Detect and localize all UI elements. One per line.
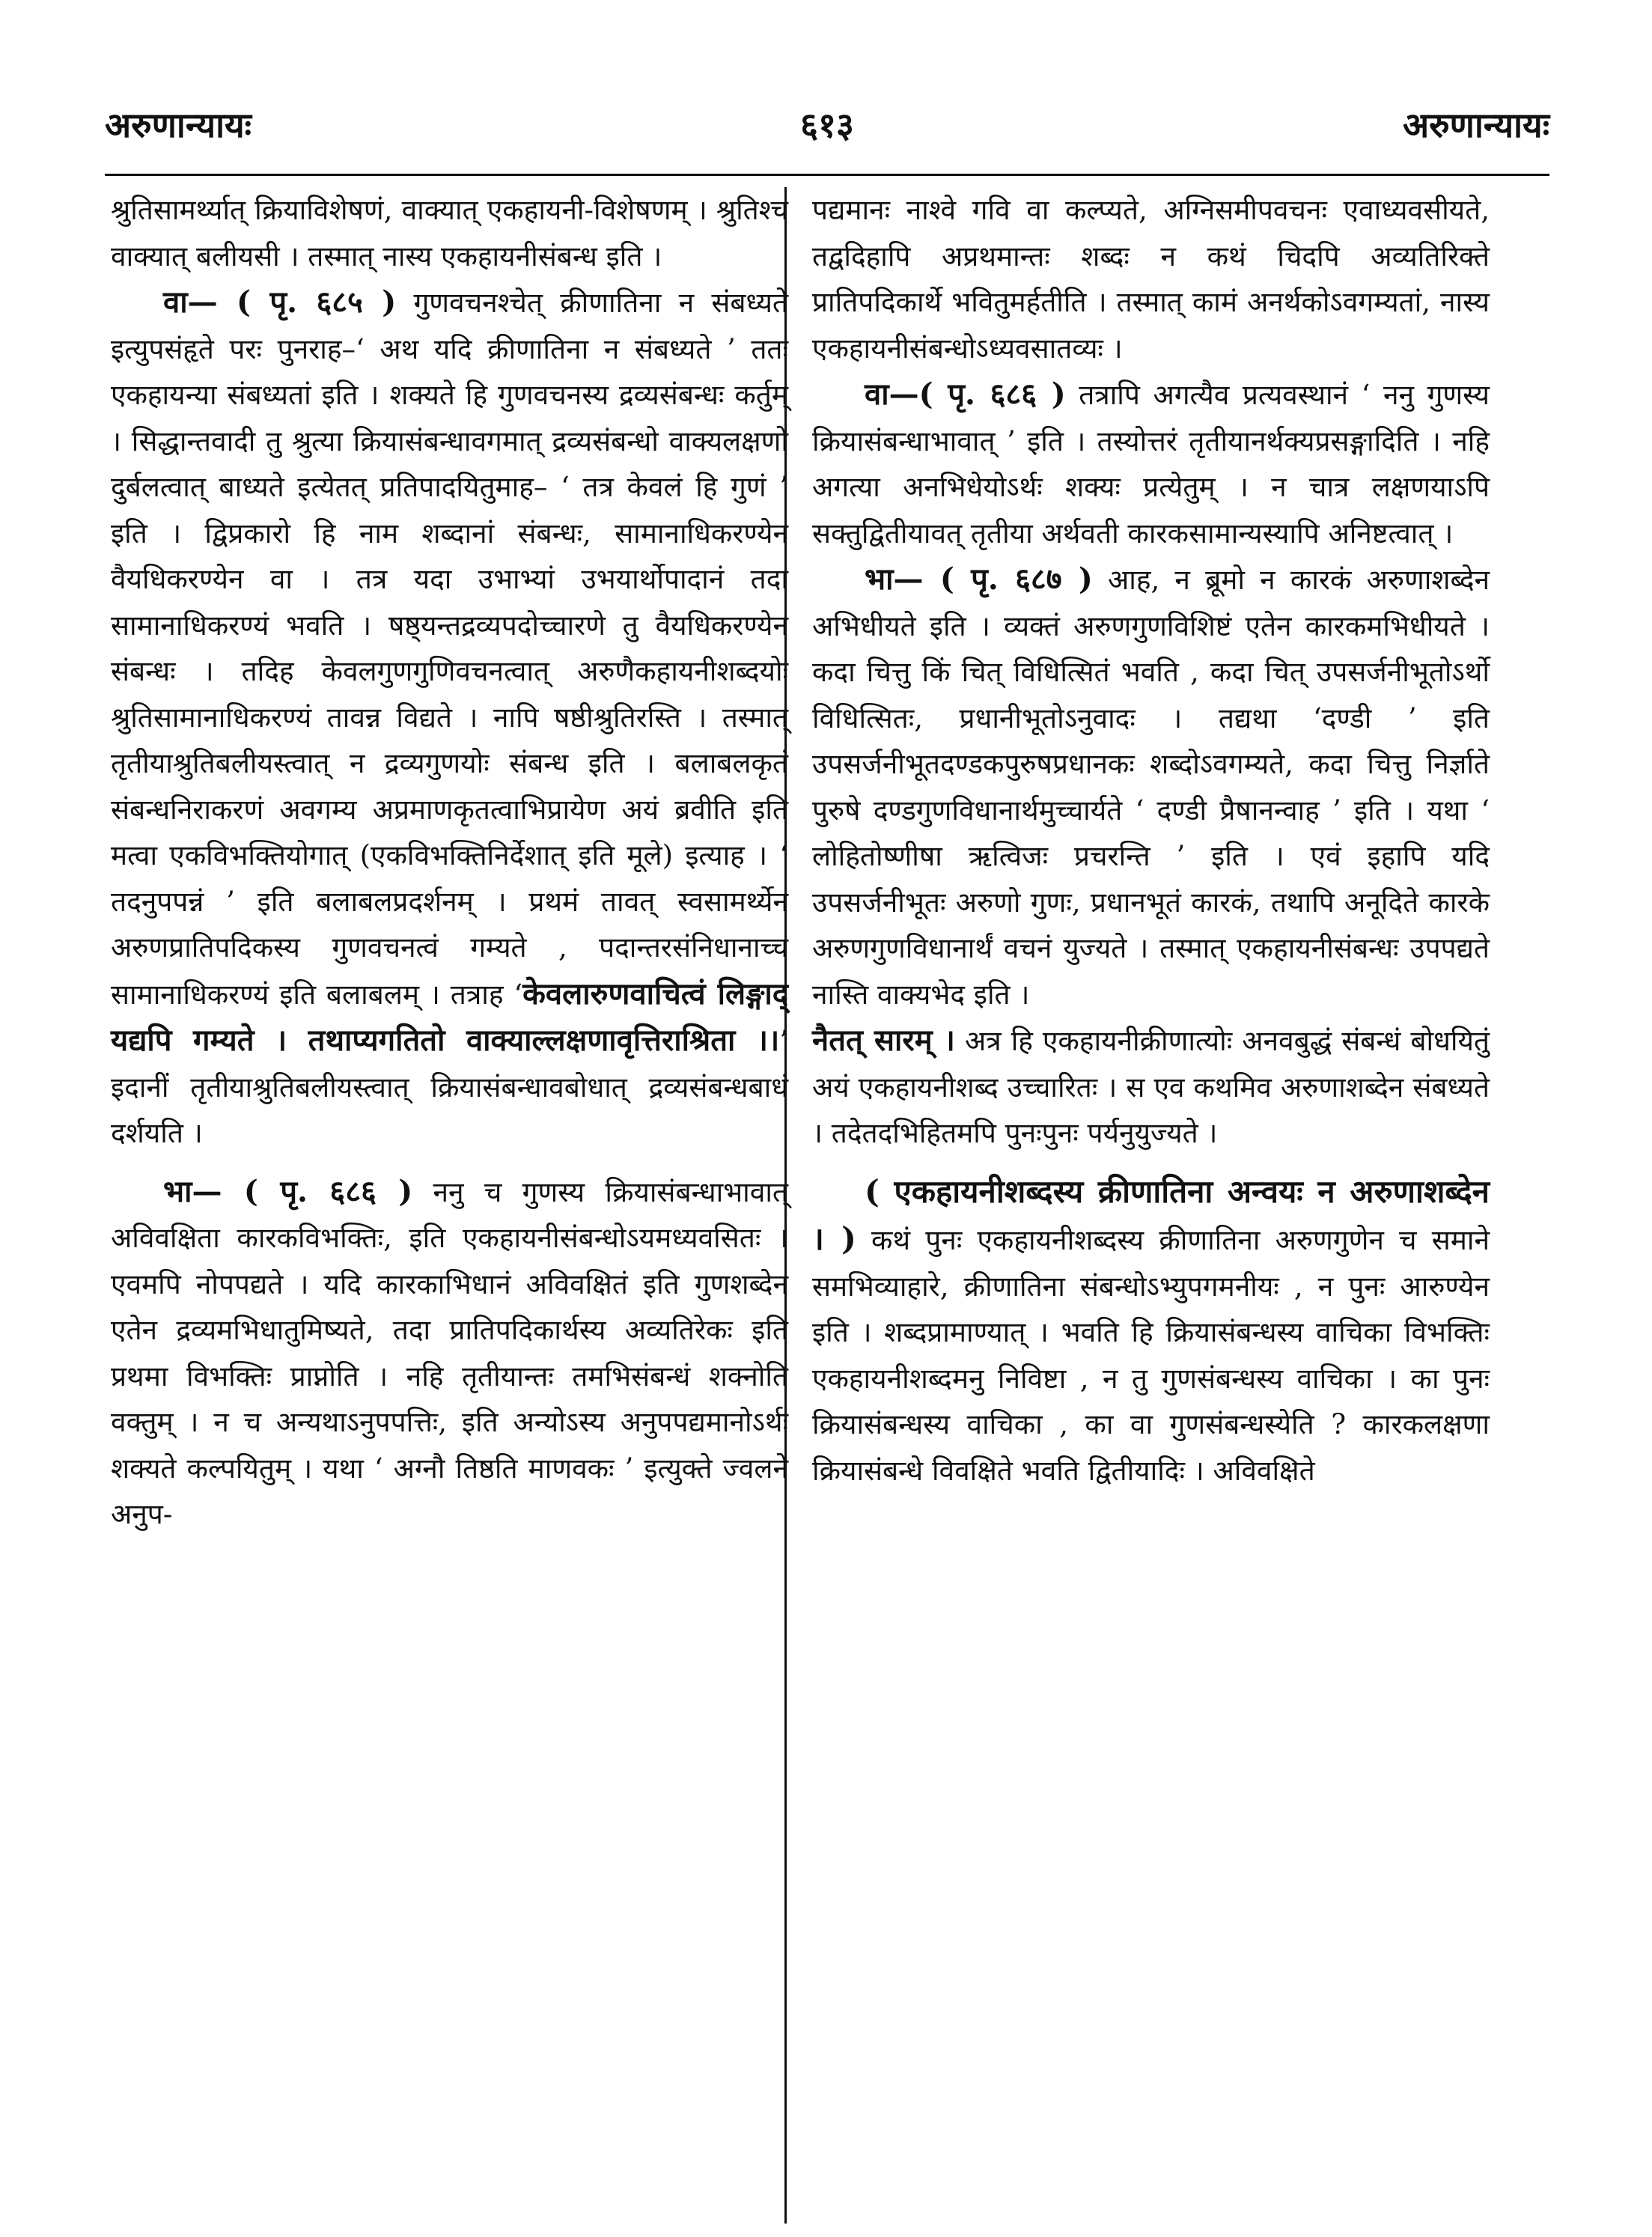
right-paragraph-2 [812, 371, 1490, 556]
right-paragraph-3-text: आह, न ब्रूमो न कारकं अरुणाशब्देन अभिधीयते इति । व्यक्तं अरुणगुणविशिष्टं एतेन कारकमभिधीयते । कदा चित्तु किं चित् विधित्सितं भवति , कदा चित् उपसर्जनीभूतोऽर्थो विधित्सितः, प्रधानीभूतोऽनुवादः । तद्यथा ‘दण्डी ’ इति उपसर्जनीभूतदण्डकपुरुषप्रधानकः शब्दोऽवगम्यते, कदा चित्तु निर्ज्ञाते पुरुषे दण्डगुणविधानार्थमुच्चार्यते ‘ दण्डी प्रैषानन्वाह ’ इति । यथा ‘ लोहितोष्णीषा ऋत्विजः प्रचरन्ति ’ इति । एवं इहापि यदि उपसर्जनीभूतः अरुणो गुणः, प्रधानभूतं कारकं, तथापि अनूदिते कारके अरुणगुणविधानार्थं वचनं युज्यते । तस्मात् एकहायनीसंबन्धः उपपद्यते नास्ति वाक्यभेद इति । [812, 564, 1490, 1011]
running-title-right: अरुणान्यायः [1403, 105, 1549, 145]
left-reference-2: भा— ( पृ. ६८६ ) [163, 1173, 413, 1209]
right-paragraph-3 [812, 556, 1490, 1157]
left-paragraph-3-text: ननु च गुणस्य क्रियासंबन्धाभावात् अविवक्षिता कारकविभक्तिः, इति एकहायनीसंबन्धोऽयमध्यवसितः । एवमपि नोपपद्यते । यदि कारकाभिधानं अविवक्षितं इति गुणशब्देन एतेन द्रव्यमभिधातुमिष्यते, तदा प्रातिपदिकार्थस्य अव्यतिरेकः इति प्रथमा विभक्तिः प्राप्नोति । नहि तृतीयान्तः तमभिसंबन्धं शक्नोति वक्तुम् । न च अन्यथाऽनुपपत्तिः, इति अन्योऽस्य अनुपपद्यमानोऽर्थः शक्यते कल्पयितुम् । यथा ‘ अग्नौ तिष्ठति माणवकः ’ इत्युक्ते ज्वलने अनुप- [111, 1175, 788, 1530]
left-paragraph-1: श्रुतिसामर्थ्यात् क्रियाविशेषणं, वाक्यात् एकहायनी-विशेषणम् । श्रुतिश्च वाक्यात् बलीयसी । तस्मात् नास्य एकहायनीसंबन्ध इति । [111, 194, 788, 273]
verse-quote: केवलारुणवाचित्वं लिङ्गाद् यद्यपि गम्यते । तथाप्यगतितो वाक्याल्लक्षणावृत्तिराश्रिता ।। [111, 976, 789, 1058]
left-paragraph-3 [111, 1169, 788, 1538]
left-paragraph-2-end: ’ इदानीं तृतीयाश्रुतिबलीयस्त्वात् क्रियासंबन्धावबोधात् द्रव्यसंबन्धबाधं दर्शयति । [111, 1025, 788, 1149]
conclusion-bold: नैतत् सारम् । [812, 1023, 955, 1058]
right-paragraph-4-text: कथं पुनः एकहायनीशब्दस्य क्रीणातिना अरुणगुणेन च समाने समभिव्याहारे, क्रीणातिना संबन्धोऽभ्युपगमनीयः , न पुनः आरुण्येन इति । शब्दप्रामाण्यात् । भवति हि क्रियासंबन्धस्य वाचिका विभक्तिः एकहायनीशब्दमनु निविष्टा , न तु गुणसंबन्धस्य वाचिका । का पुनः क्रियासंबन्धस्य वाचिका , का वा गुणसंबन्धस्येति ? कारकलक्षणा क्रियासंबन्धे विवक्षिते भवति द्वितीयादिः । अविवक्षिते [812, 1224, 1490, 1487]
page-number: ६१३ [800, 105, 854, 145]
left-column [111, 187, 788, 1538]
left-paragraph-2 [111, 279, 788, 1157]
right-paragraph-3-end: अत्र हि एकहायनीक्रीणात्योः अनवबुद्धं संबन्धं बोधयितुं अयं एकहायनीशब्द उच्चारितः । स एव कथमिव अरुणाशब्देन संबध्यते । तदेतदभिहितमपि पुनःपुनः पर्यनुयुज्यते । [812, 1025, 1490, 1149]
right-paragraph-4 [812, 1169, 1490, 1494]
running-title-left: अरुणान्यायः [105, 105, 252, 145]
section-heading: ( एकहायनीशब्दस्य क्रीणातिना अन्वयः न अरुणाशब्देन । ) [812, 1172, 1490, 1257]
right-paragraph-1: पद्यमानः नाश्वे गवि वा कल्प्यते, अग्निसमीपवचनः एवाध्यवसीयते, तद्वदिहापि अप्रथमान्तः शब्दः न कथं चिदपि अव्यतिरिक्ते प्रातिपदिकार्थे भवितुमर्हतीति । तस्मात् कामं अनर्थकोऽवगम्यतां, नास्य एकहायनीसंबन्धोऽध्यवसातव्यः । [812, 194, 1490, 365]
right-reference-1: वा—( पृ. ६८६ ) [865, 377, 1066, 412]
column-divider [784, 187, 787, 2224]
right-paragraph-2-text: तत्रापि अगत्यैव प्रत्यवस्थानं ‘ ननु गुणस्य क्रियासंबन्धाभावात् ’ इति । तस्योत्तरं तृतीयानर्थक्यप्रसङ्गादिति । नहि अगत्या अनभिधेयोऽर्थः शक्यः प्रत्येतुम् । न चात्र लक्षणयाऽपि सक्तुद्वितीयावत् तृतीया अर्थवती कारकसामान्यस्यापि अनिष्टत्वात् । [812, 379, 1490, 550]
right-column [812, 187, 1490, 1494]
left-paragraph-2-text: गुणवचनश्चेत् क्रीणातिना न संबध्यते इत्युपसंहृते परः पुनराह–‘ अथ यदि क्रीणातिना न संबध्यते ’ ततः एकहायन्या संबध्यतां इति । शक्यते हि गुणवचनस्य द्रव्यसंबन्धः कर्तुम् । सिद्धान्तवादी तु श्रुत्या क्रियासंबन्धावगमात् द्रव्यसंबन्धो वाक्यलक्षणो दुर्बलत्वात् बाध्यते इत्येतत् प्रतिपादयितुमाह– ‘ तत्र केवलं हि गुणं ’ इति । द्विप्रकारो हि नाम शब्दानां संबन्धः, सामानाधिकरण्येन वैयधिकरण्येन वा । तत्र यदा उभाभ्यां उभयार्थोपादानं तदा सामानाधिकरण्यं भवति । षष्ठ्यन्तद्रव्यपदोच्चारणे तु वैयधिकरण्येन संबन्धः । तदिह केवलगुणगुणिवचनत्वात् अरुणैकहायनीशब्दयोः श्रुतिसामानाधिकरण्यं तावन्न विद्यते । नापि षष्ठीश्रुतिरस्ति । तस्मात् तृतीयाश्रुतिबलीयस्त्वात् न द्रव्यगुणयोः संबन्ध इति । बलाबलकृतं संबन्धनिराकरणं अवगम्य अप्रमाणकृतत्वाभिप्रायेण अयं ब्रवीति इति मत्वा एकविभक्तियोगात् (एकविभक्तिनिर्देशात् इति मूले) इत्याह । ‘ तदनुपपन्नं ’ इति बलाबलप्रदर्शनम् । प्रथमं तावत् स्वसामर्थ्येन अरुणप्रातिपदिकस्य गुणवचनत्वं गम्यते , पदान्तरसंनिधानाच्च सामानाधिकरण्यं इति बलाबलम् । तत्राह ‘ [111, 287, 788, 1011]
header-rule [105, 174, 1549, 176]
left-reference-1: वा— ( पृ. ६८५ ) [163, 284, 397, 320]
right-reference-2: भा— ( पृ. ६८७ ) [865, 561, 1093, 597]
page-header [105, 101, 1549, 161]
